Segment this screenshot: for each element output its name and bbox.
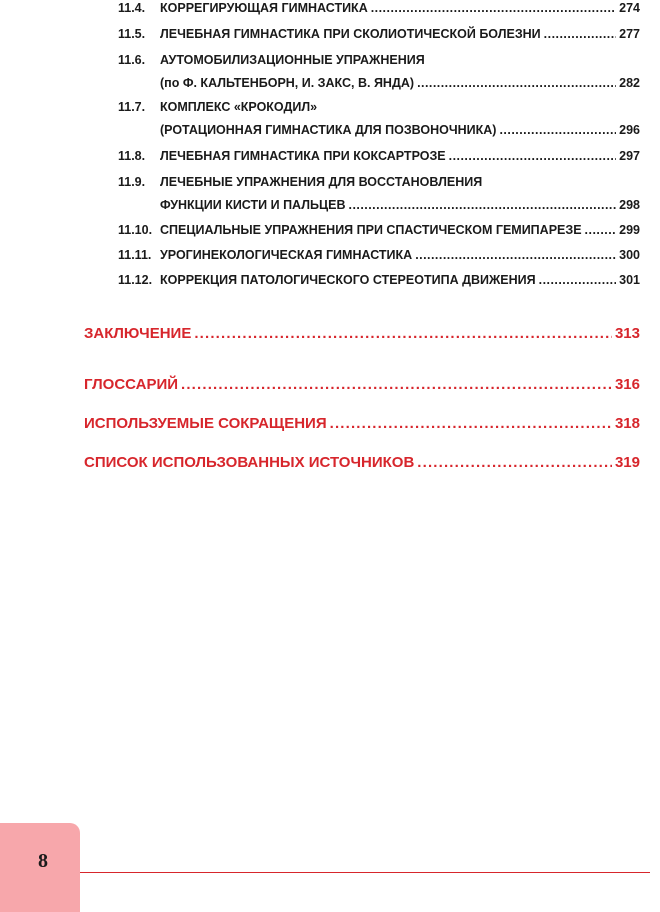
entry-number: 11.7.	[118, 100, 146, 114]
toc-entry-first-line	[118, 53, 425, 67]
dot-leader	[371, 1, 616, 15]
dot-leader	[194, 325, 612, 342]
dot-leader	[544, 27, 616, 41]
entry-page: 296	[619, 123, 640, 137]
page-number: 8	[38, 850, 48, 872]
entry-page: 277	[619, 27, 640, 41]
toc-section[interactable]	[84, 415, 640, 432]
dot-leader	[330, 415, 612, 432]
toc-entry[interactable]	[118, 273, 640, 287]
section-title: ГЛОССАРИЙ	[84, 376, 179, 393]
dot-leader	[349, 198, 617, 212]
toc-entry[interactable]	[160, 76, 640, 90]
entry-title-continued: (по Ф. КАЛЬТЕНБОРН, И. ЗАКС, В. ЯНДА)	[160, 76, 415, 90]
toc-entry[interactable]	[118, 149, 640, 163]
entry-page: 274	[619, 1, 640, 15]
entry-page: 297	[619, 149, 640, 163]
entry-page: 282	[619, 76, 640, 90]
entry-title: СПЕЦИАЛЬНЫЕ УПРАЖНЕНИЯ ПРИ СПАСТИЧЕСКОМ ГЕМИПАРЕЗЕ	[160, 223, 582, 237]
section-page: 318	[614, 415, 640, 432]
entry-title: ЛЕЧЕБНЫЕ УПРАЖНЕНИЯ ДЛЯ ВОССТАНОВЛЕНИЯ	[160, 175, 483, 189]
toc-section[interactable]	[84, 376, 640, 393]
toc-section[interactable]	[84, 325, 640, 342]
entry-number: 11.10.	[118, 223, 153, 237]
toc-entry-first-line	[118, 175, 482, 189]
section-page: 319	[614, 454, 640, 471]
dot-leader	[417, 76, 616, 90]
entry-title: УРОГИНЕКОЛОГИЧЕСКАЯ ГИМНАСТИКА	[160, 248, 413, 262]
toc-section[interactable]	[84, 454, 640, 471]
section-title: ЗАКЛЮЧЕНИЕ	[84, 325, 192, 342]
entry-title: КОРРЕГИРУЮЩАЯ ГИМНАСТИКА	[160, 1, 368, 15]
entry-title: АУТОМОБИЛИЗАЦИОННЫЕ УПРАЖНЕНИЯ	[160, 53, 425, 67]
section-page: 313	[614, 325, 640, 342]
toc-entry[interactable]	[160, 198, 640, 212]
toc-entry[interactable]	[118, 223, 640, 237]
entry-number: 11.11.	[118, 248, 152, 262]
dot-leader	[417, 454, 612, 471]
section-page: 316	[614, 376, 640, 393]
toc-entry-first-line	[118, 100, 317, 114]
dot-leader	[181, 376, 612, 393]
entry-page: 301	[619, 273, 640, 287]
entry-number: 11.6.	[118, 53, 146, 67]
section-title: СПИСОК ИСПОЛЬЗОВАННЫХ ИСТОЧНИКОВ	[84, 454, 415, 471]
footer-rule	[80, 872, 650, 873]
entry-page: 299	[619, 223, 640, 237]
entry-title: ЛЕЧЕБНАЯ ГИМНАСТИКА ПРИ СКОЛИОТИЧЕСКОЙ БОЛЕЗНИ	[160, 27, 541, 41]
entry-title: ЛЕЧЕБНАЯ ГИМНАСТИКА ПРИ КОКСАРТРОЗЕ	[160, 149, 446, 163]
section-title: ИСПОЛЬЗУЕМЫЕ СОКРАЩЕНИЯ	[84, 415, 327, 432]
toc-entry[interactable]	[118, 248, 640, 262]
entry-page: 300	[619, 248, 640, 262]
dot-leader	[499, 123, 616, 137]
entry-number: 11.4.	[118, 1, 146, 15]
dot-leader	[449, 149, 617, 163]
entry-title: КОМПЛЕКС «КРОКОДИЛ»	[160, 100, 318, 114]
dot-leader	[415, 248, 616, 262]
entry-page: 298	[619, 198, 640, 212]
entry-number: 11.12.	[118, 273, 153, 287]
entry-number: 11.9.	[118, 175, 146, 189]
entry-number: 11.5.	[118, 27, 146, 41]
dot-leader	[585, 223, 617, 237]
dot-leader	[539, 273, 617, 287]
entry-title-continued: ФУНКЦИИ КИСТИ И ПАЛЬЦЕВ	[160, 198, 346, 212]
entry-title: КОРРЕКЦИЯ ПАТОЛОГИЧЕСКОГО СТЕРЕОТИПА ДВИЖЕНИЯ	[160, 273, 536, 287]
entry-number: 11.8.	[118, 149, 146, 163]
toc-entry[interactable]	[160, 123, 640, 137]
entry-title-continued: (РОТАЦИОННАЯ ГИМНАСТИКА ДЛЯ ПОЗВОНОЧНИКА)	[160, 123, 497, 137]
toc-entry[interactable]	[118, 1, 640, 15]
toc-entry[interactable]	[118, 27, 640, 41]
